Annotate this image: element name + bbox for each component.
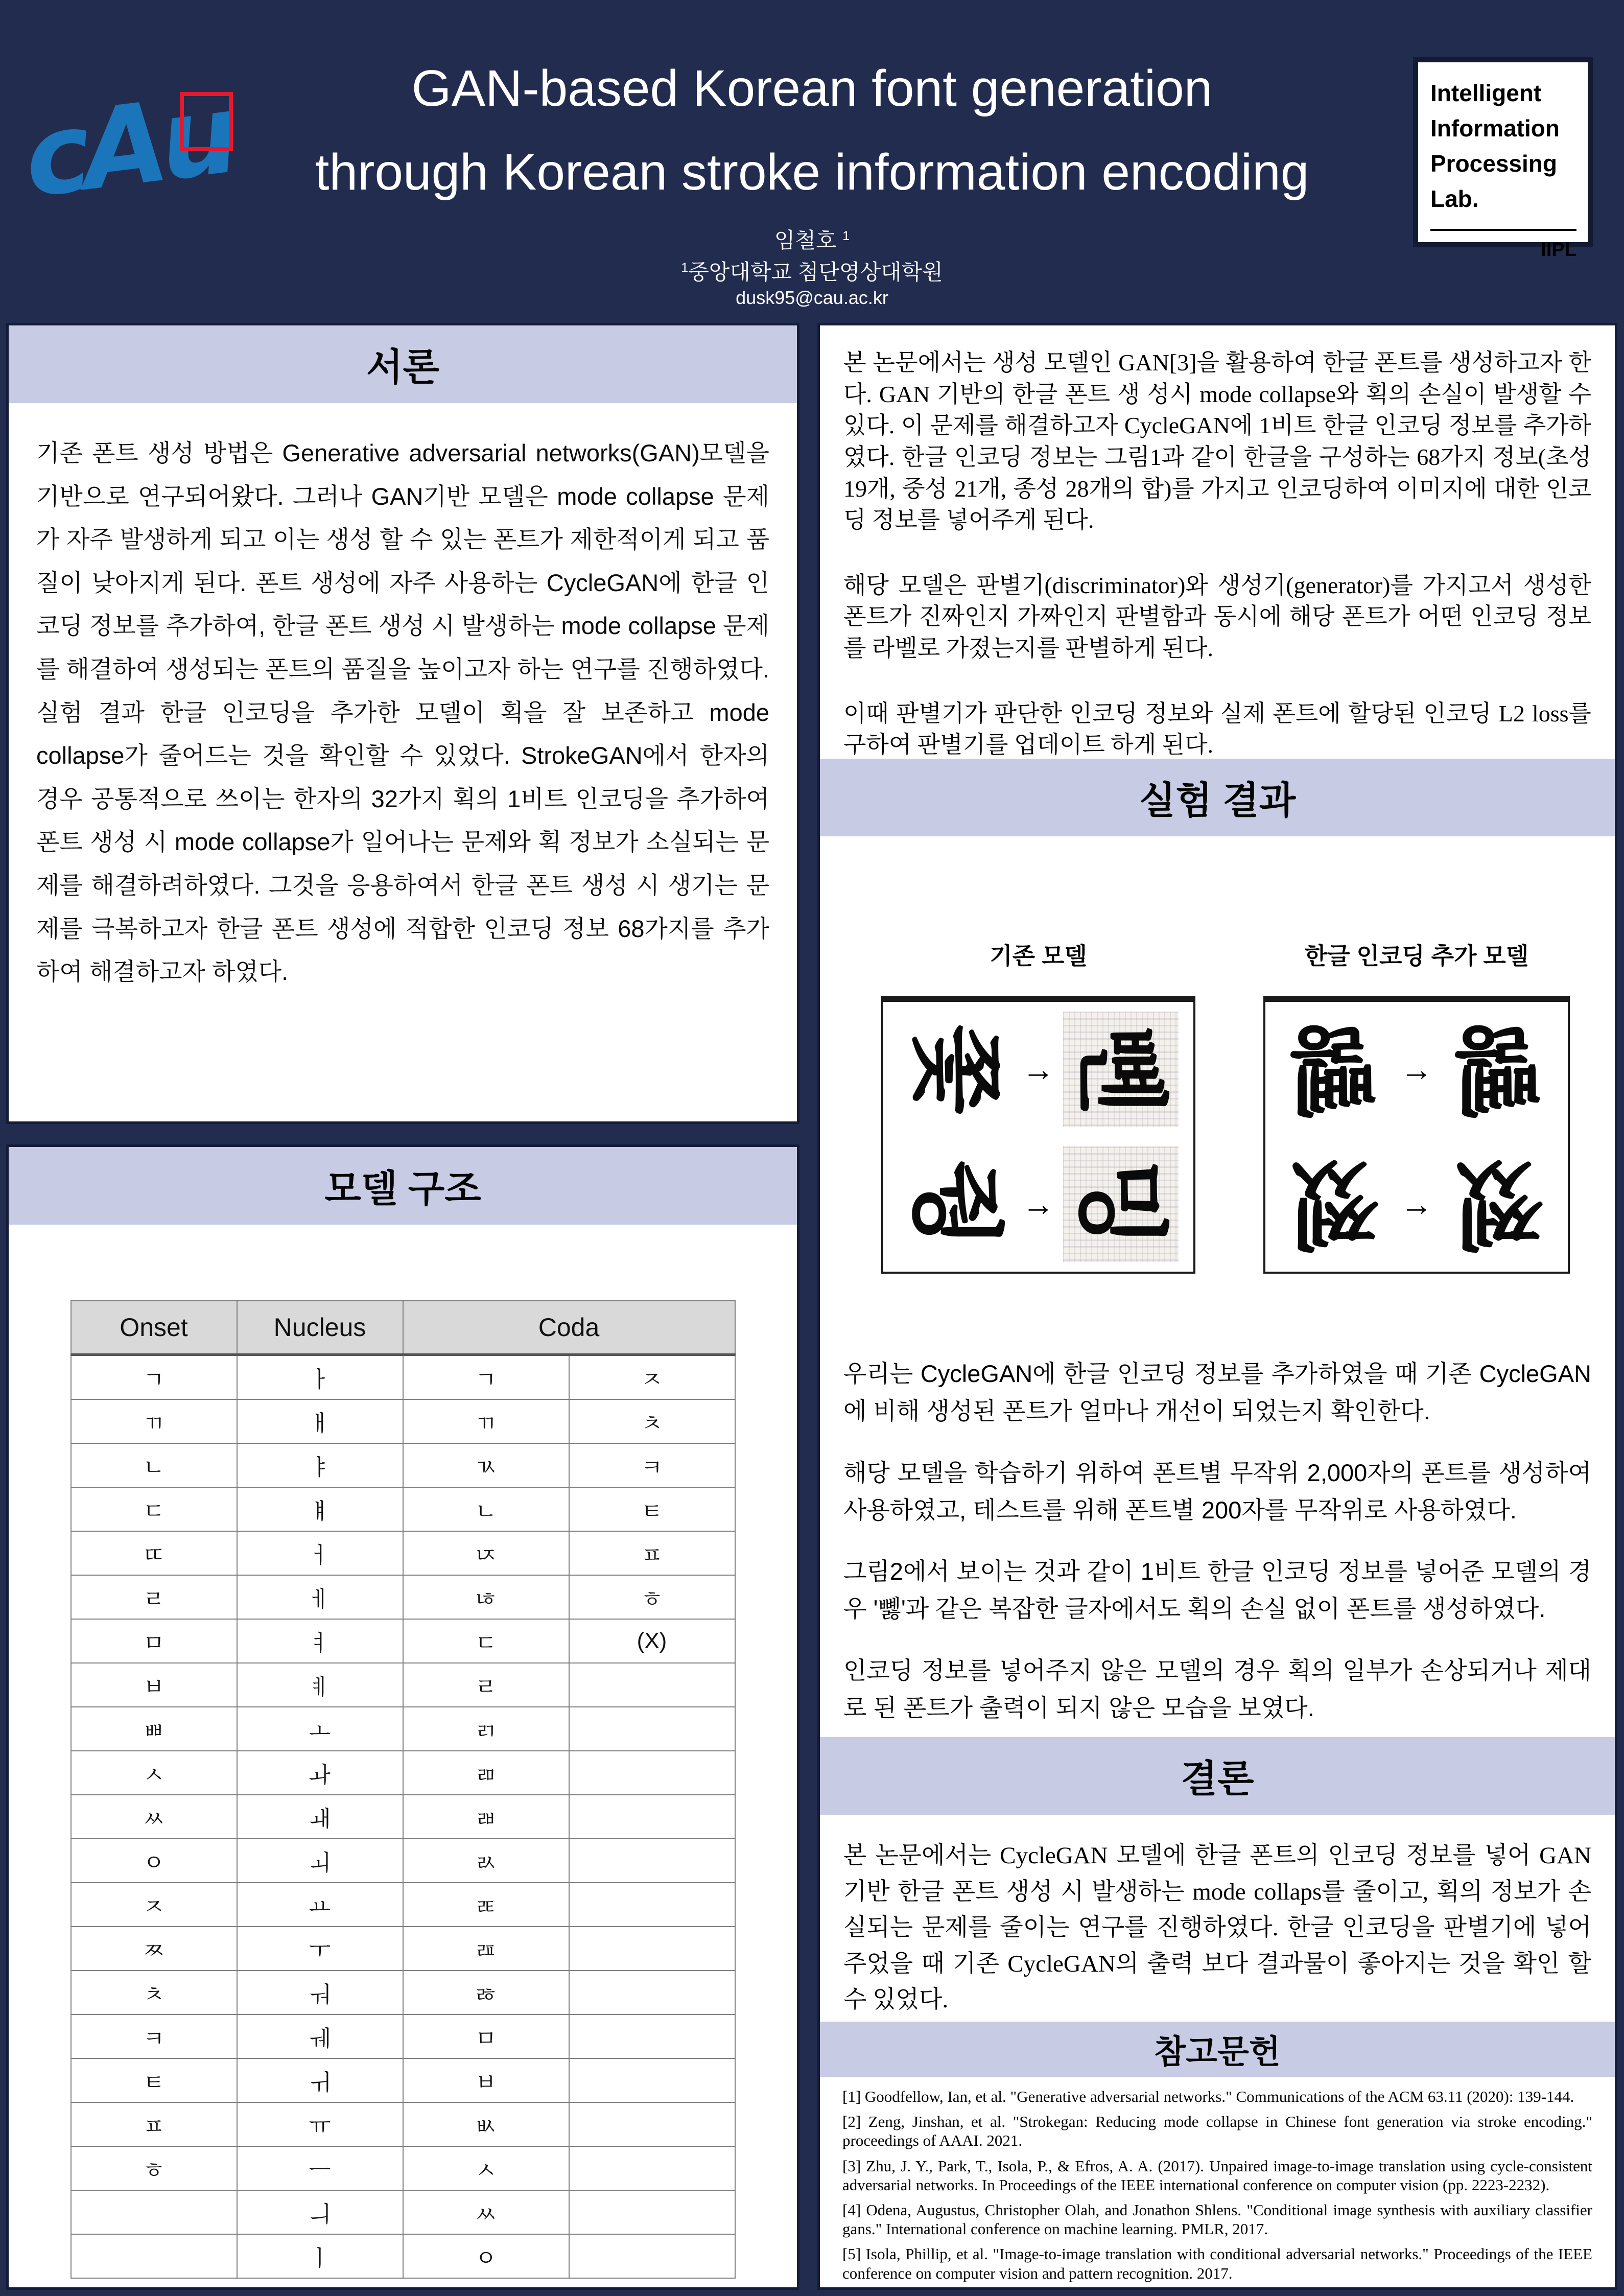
right-column	[817, 323, 1617, 2290]
nucleus-cell: ㅙ	[237, 1795, 403, 1839]
onset-cell	[71, 2190, 237, 2234]
right-arrow-icon: →	[1400, 1051, 1433, 1088]
nucleus-cell: ㅕ	[237, 1619, 403, 1663]
onset-cell: ㅊ	[71, 1971, 237, 2014]
right-arrow-icon: →	[1400, 1186, 1433, 1223]
references-section-header: 참고문헌	[820, 2022, 1615, 2077]
reference-item: [5] Isola, Phillip, et al. "Image-to-image translation with conditional adversarial networks." Proceedings of the IEEE conference on computer vision and pattern recognition. 2017.	[842, 2245, 1592, 2282]
right-arrow-icon: →	[1022, 1186, 1055, 1223]
figure-row	[1265, 1137, 1568, 1272]
jamo-table-row	[71, 1927, 735, 1971]
nucleus-cell: ㅐ	[237, 1399, 403, 1443]
coda-cell-2	[569, 2146, 735, 2190]
conclusion-section-header: 결론	[820, 1737, 1615, 1815]
coda-cell-1: ㅁ	[403, 2014, 569, 2058]
coda-cell-2	[569, 2014, 735, 2058]
jamo-encoding-table	[70, 1300, 736, 2279]
author-email: dusk95@cau.ac.kr	[736, 287, 888, 308]
jamo-table-row	[71, 1399, 735, 1443]
coda-cell-1: ㄳ	[403, 1443, 569, 1487]
results-paragraph: 해당 모델을 학습하기 위하여 폰트별 무작위 2,000자의 폰트를 생성하여 사용하였고, 테스트를 위해 폰트별 200자를 무작위로 사용하였다.	[843, 1459, 1591, 1524]
jamo-table-row	[71, 1575, 735, 1619]
jamo-table-row	[71, 1355, 735, 1400]
author-superscript: 1	[842, 229, 850, 243]
jamo-table-row	[71, 2102, 735, 2146]
lab-name-line4: Lab.	[1430, 185, 1479, 212]
reference-item: [2] Zeng, Jinshan, et al. "Strokegan: Reducing mode collapse in Chinese font generation via stroke encoding." proceedings of AAAI. 2021.	[842, 2113, 1592, 2150]
onset-cell: ㄴ	[71, 1443, 237, 1487]
nucleus-cell: ㅓ	[237, 1531, 403, 1575]
nucleus-cell: ㅠ	[237, 2102, 403, 2146]
results-paragraph: 인코딩 정보를 넣어주지 않은 모델의 경우 획의 일부가 손상되거나 제대로 된 폰트가 출력이 되지 않은 모습을 보였다.	[843, 1657, 1591, 1721]
coda-cell-2	[569, 2190, 735, 2234]
coda-cell-1: ㅂ	[403, 2058, 569, 2102]
jamo-table-body	[71, 1355, 735, 2279]
nucleus-cell: ㅞ	[237, 2014, 403, 2058]
nucleus-cell: ㅒ	[237, 1487, 403, 1531]
onset-cell: ㅇ	[71, 1839, 237, 1883]
jamo-table-row	[71, 2234, 735, 2278]
onset-cell: ㅍ	[71, 2102, 237, 2146]
jamo-table-row	[71, 1443, 735, 1487]
onset-cell: ㅉ	[71, 1927, 237, 1971]
coda-cell-1: ㄹ	[403, 1663, 569, 1707]
references-list	[820, 2077, 1615, 2289]
column-header-onset: Onset	[71, 1301, 237, 1355]
figure-row	[883, 1002, 1193, 1137]
onset-cell: ㅅ	[71, 1751, 237, 1795]
coda-cell-1: ㄿ	[403, 1927, 569, 1971]
lab-divider	[1430, 229, 1576, 231]
jamo-table-row	[71, 1883, 735, 1927]
jamo-table-row	[71, 1707, 735, 1751]
method-text-block	[820, 325, 1615, 794]
coda-cell-1: ㄵ	[403, 1531, 569, 1575]
introduction-section-header: 서론	[9, 325, 797, 403]
source-glyph: 줭	[904, 1159, 1008, 1249]
results-text-block	[820, 1341, 1615, 1751]
coda-cell-2	[569, 2102, 735, 2146]
nucleus-cell: ㅖ	[237, 1663, 403, 1707]
coda-cell-2	[569, 1663, 735, 1707]
author-affiliation	[0, 255, 1624, 286]
jamo-table-header-row	[71, 1301, 735, 1355]
results-paragraph: 그림2에서 보이는 것과 같이 1비트 한글 인코딩 정보를 넣어준 모델의 경우 '뼳'과 같은 복잡한 글자에서도 획의 손실 없이 폰트를 생성하였다.	[843, 1558, 1591, 1623]
poster-title-line1: GAN-based Korean font generation	[411, 60, 1213, 117]
reference-item: [4] Odena, Augustus, Christopher Olah, and Jonathon Shlens. "Conditional image synthesis with auxiliary classifier gans." International conference on machine learning. PMLR, 2017.	[842, 2200, 1592, 2238]
nucleus-cell: ㅣ	[237, 2234, 403, 2278]
onset-cell: ㅎ	[71, 2146, 237, 2190]
nucleus-cell: ㅝ	[237, 1971, 403, 2014]
jamo-table-wrapper	[70, 1300, 736, 2279]
coda-cell-2: ㅍ	[569, 1531, 735, 1575]
generated-glyph: 쩼	[1454, 1152, 1544, 1256]
onset-cell: ㄹ	[71, 1575, 237, 1619]
generated-glyph: 밍	[1063, 1146, 1179, 1262]
coda-cell-1: ㄽ	[403, 1839, 569, 1883]
onset-cell: ㅂ	[71, 1663, 237, 1707]
coda-cell-1: ㄺ	[403, 1707, 569, 1751]
figure-label-encoding-model: 한글 인코딩 추가 모델	[1304, 943, 1529, 969]
jamo-table-row	[71, 2146, 735, 2190]
coda-cell-1: ㄻ	[403, 1751, 569, 1795]
coda-cell-2	[569, 1839, 735, 1883]
coda-cell-1: ㅄ	[403, 2102, 569, 2146]
onset-cell: ㄸ	[71, 1531, 237, 1575]
figure-label-baseline-model: 기존 모델	[990, 943, 1087, 969]
jamo-table-row	[71, 1619, 735, 1663]
coda-cell-1: ㄼ	[403, 1795, 569, 1839]
reference-item: [1] Goodfellow, Ian, et al. "Generative adversarial networks." Communications of the ACM 63.11 (2020): 139-144.	[842, 2088, 1574, 2105]
jamo-table-row	[71, 1839, 735, 1883]
affiliation-text: 중앙대학교 첨단영상대학원	[688, 260, 943, 284]
nucleus-cell: ㅏ	[237, 1355, 403, 1400]
source-glyph: 쩼	[1289, 1152, 1379, 1256]
onset-cell: ㄱ	[71, 1355, 237, 1400]
jamo-table-row	[71, 1751, 735, 1795]
jamo-table-row	[71, 1795, 735, 1839]
model-structure-section-header: 모델 구조	[9, 1147, 797, 1225]
nucleus-cell: ㅘ	[237, 1751, 403, 1795]
coda-cell-1: ㄾ	[403, 1883, 569, 1927]
column-header-coda: Coda	[403, 1301, 735, 1355]
affiliation-superscript: 1	[681, 261, 689, 275]
cau-logo: cAu	[17, 69, 239, 222]
coda-cell-2	[569, 1927, 735, 1971]
jamo-table-row	[71, 2058, 735, 2102]
coda-cell-1: ㅀ	[403, 1971, 569, 2014]
lab-name-line2: Information	[1430, 115, 1560, 142]
nucleus-cell: ㅛ	[237, 1883, 403, 1927]
results-section-header: 실험 결과	[820, 759, 1615, 836]
generated-glyph: 뼳	[1454, 1017, 1544, 1121]
onset-cell: ㅆ	[71, 1795, 237, 1839]
coda-cell-1: ㄲ	[403, 1399, 569, 1443]
coda-cell-1: ㅇ	[403, 2234, 569, 2278]
coda-cell-2: ㅌ	[569, 1487, 735, 1531]
onset-cell: ㅌ	[71, 2058, 237, 2102]
onset-cell: ㅁ	[71, 1619, 237, 1663]
results-paragraph: 우리는 CycleGAN에 한글 인코딩 정보를 추가하였을 때 기존 CycleGAN에 비해 생성된 폰트가 얼마나 개선이 되었는지 확인한다.	[843, 1360, 1591, 1424]
coda-cell-2	[569, 1795, 735, 1839]
section-model-structure	[6, 1144, 799, 2290]
coda-cell-2: ㅋ	[569, 1443, 735, 1487]
coda-cell-2	[569, 1751, 735, 1795]
coda-cell-2	[569, 2234, 735, 2278]
coda-cell-1: ㄶ	[403, 1575, 569, 1619]
conclusion-body: 본 논문에서는 CycleGAN 모델에 한글 폰트의 인코딩 정보를 넣어 GAN 기반 한글 폰트 생성 시 발생하는 mode collaps를 줄이고, 획의 정보가 손실되는 문제를 줄이는 연구를 진행하였다. 한글 인코딩을 판별기에 넣어주었을 때 기존 CycleGAN의 출력 보다 결과물이 좋아지는 것을 확인 할 수 있었다.	[843, 1842, 1591, 2013]
jamo-table-row	[71, 1663, 735, 1707]
coda-cell-1: ㄱ	[403, 1355, 569, 1400]
figure-panel-baseline-model	[881, 996, 1195, 1274]
lab-name-line3: Processing	[1430, 150, 1557, 177]
nucleus-cell: ㅗ	[237, 1707, 403, 1751]
section-introduction	[6, 323, 799, 1124]
coda-cell-2: ㅎ	[569, 1575, 735, 1619]
coda-cell-1: ㅅ	[403, 2146, 569, 2190]
method-paragraph: 이때 판별기가 판단한 인코딩 정보와 실제 폰트에 할당된 인코딩 L2 loss를 구하여 판별기를 업데이트 하게 된다.	[843, 700, 1591, 758]
coda-cell-2	[569, 2058, 735, 2102]
coda-cell-2: ㅊ	[569, 1399, 735, 1443]
method-paragraph: 해당 모델은 판별기(discriminator)와 생성기(generator)를 가지고서 생성한 폰트가 진짜인지 가짜인지 판별함과 동시에 해당 폰트가 어떤 인코딩 정보를 라벨로 가졌는지를 판별하게 된다.	[843, 572, 1591, 661]
introduction-body: 기존 폰트 생성 방법은 Generative adversarial networks(GAN)모델을 기반으로 연구되어왔다. 그러나 GAN기반 모델은 mode collapse 문제가 자주 발생하게 되고 이는 생성 할 수 있는 폰트가 제한적이게 되고 품질이 낮아지게 된다. 폰트 생성에 자주 사용하는 CycleGAN에 한글 인코딩 정보를 추가하여, 한글 폰트 생성 시 발생하는 mode collapse 문제를 해결하여 생성되는 폰트의 품질을 높이고자 하는 연구를 진행하였다. 실험 결과 한글 인코딩을 추가한 모델이 획을 잘 보존하고 mode collapse가 줄어드는 것을 확인할 수 있었다. StrokeGAN에서 한자의 경우 공통적으로 쓰이는 한자의 32가지 획의 1비트 인코딩을 추가하여 폰트 생성 시 mode collapse가 일어나는 문제와 획 정보가 소실되는 문제를 해결하려하였다. 그것을 응용하여서 한글 폰트 생성 시 생기는 문제를 극복하고자 한글 폰트 생성에 적합한 인코딩 정보 68가지를 추가하여 해결하고자 하였다.	[36, 439, 769, 986]
source-glyph: 뼳	[1289, 1017, 1379, 1121]
jamo-table-row	[71, 1971, 735, 2014]
jamo-table-row	[71, 2190, 735, 2234]
lab-acronym: IIPL	[1541, 239, 1576, 261]
nucleus-cell: ㅡ	[237, 2146, 403, 2190]
nucleus-cell: ㅑ	[237, 1443, 403, 1487]
author-name	[0, 224, 1624, 254]
source-glyph: 쫓	[904, 1024, 1008, 1114]
poster-title-line2: through Korean stroke information encoding	[315, 144, 1309, 201]
nucleus-cell: ㅜ	[237, 1927, 403, 1971]
lab-name-line1: Intelligent	[1430, 80, 1542, 106]
method-paragraph: 본 논문에서는 생성 모델인 GAN[3]을 활용하여 한글 폰트를 생성하고자 한다. GAN 기반의 한글 폰트 생 성시 mode collapse와 획의 손실이 발생할 수 있다. 이 문제를 해결하고자 CycleGAN에 1비트 한글 인코딩 정보를 추가하였다. 한글 인코딩 정보는 그림1과 같이 한글을 구성하는 68가지 정보(초성 19개, 중성 21개, 종성 28개의 합)를 가지고 인코딩하여 이미지에 대한 인코딩 정보를 넣어주게 된다.	[843, 349, 1591, 533]
generated-glyph: 뼨	[1063, 1012, 1179, 1127]
coda-cell-2	[569, 1883, 735, 1927]
right-arrow-icon: →	[1022, 1051, 1055, 1088]
onset-cell: ㄷ	[71, 1487, 237, 1531]
jamo-table-row	[71, 1531, 735, 1575]
figure-row	[1265, 1002, 1568, 1137]
figure-row	[883, 1137, 1193, 1272]
coda-cell-1: ㄷ	[403, 1619, 569, 1663]
column-header-nucleus: Nucleus	[237, 1301, 403, 1355]
onset-cell: ㅈ	[71, 1883, 237, 1927]
lab-logo-box	[1413, 57, 1593, 261]
jamo-table-row	[71, 2014, 735, 2058]
nucleus-cell: ㅔ	[237, 1575, 403, 1619]
onset-cell: ㅃ	[71, 1707, 237, 1751]
onset-cell: ㄲ	[71, 1399, 237, 1443]
coda-cell-1: ㅆ	[403, 2190, 569, 2234]
coda-cell-1: ㄴ	[403, 1487, 569, 1531]
nucleus-cell: ㅟ	[237, 2058, 403, 2102]
figure-panel-encoding-model	[1263, 996, 1570, 1274]
author-name-text: 임철호	[774, 228, 837, 252]
coda-cell-2	[569, 1971, 735, 2014]
coda-cell-2: (X)	[569, 1619, 735, 1663]
onset-cell	[71, 2234, 237, 2278]
jamo-table-head	[71, 1301, 735, 1355]
coda-cell-2	[569, 1707, 735, 1751]
nucleus-cell: ㅚ	[237, 1839, 403, 1883]
onset-cell: ㅋ	[71, 2014, 237, 2058]
coda-cell-2: ㅈ	[569, 1355, 735, 1400]
jamo-table-row	[71, 1487, 735, 1531]
nucleus-cell: ㅢ	[237, 2190, 403, 2234]
reference-item: [3] Zhu, J. Y., Park, T., Isola, P., & Efros, A. A. (2017). Unpaired image-to-image translation using cycle-consistent adversarial networks. In Proceedings of the IEEE international conference on computer vision (pp. 2223-2232).	[842, 2157, 1592, 2194]
